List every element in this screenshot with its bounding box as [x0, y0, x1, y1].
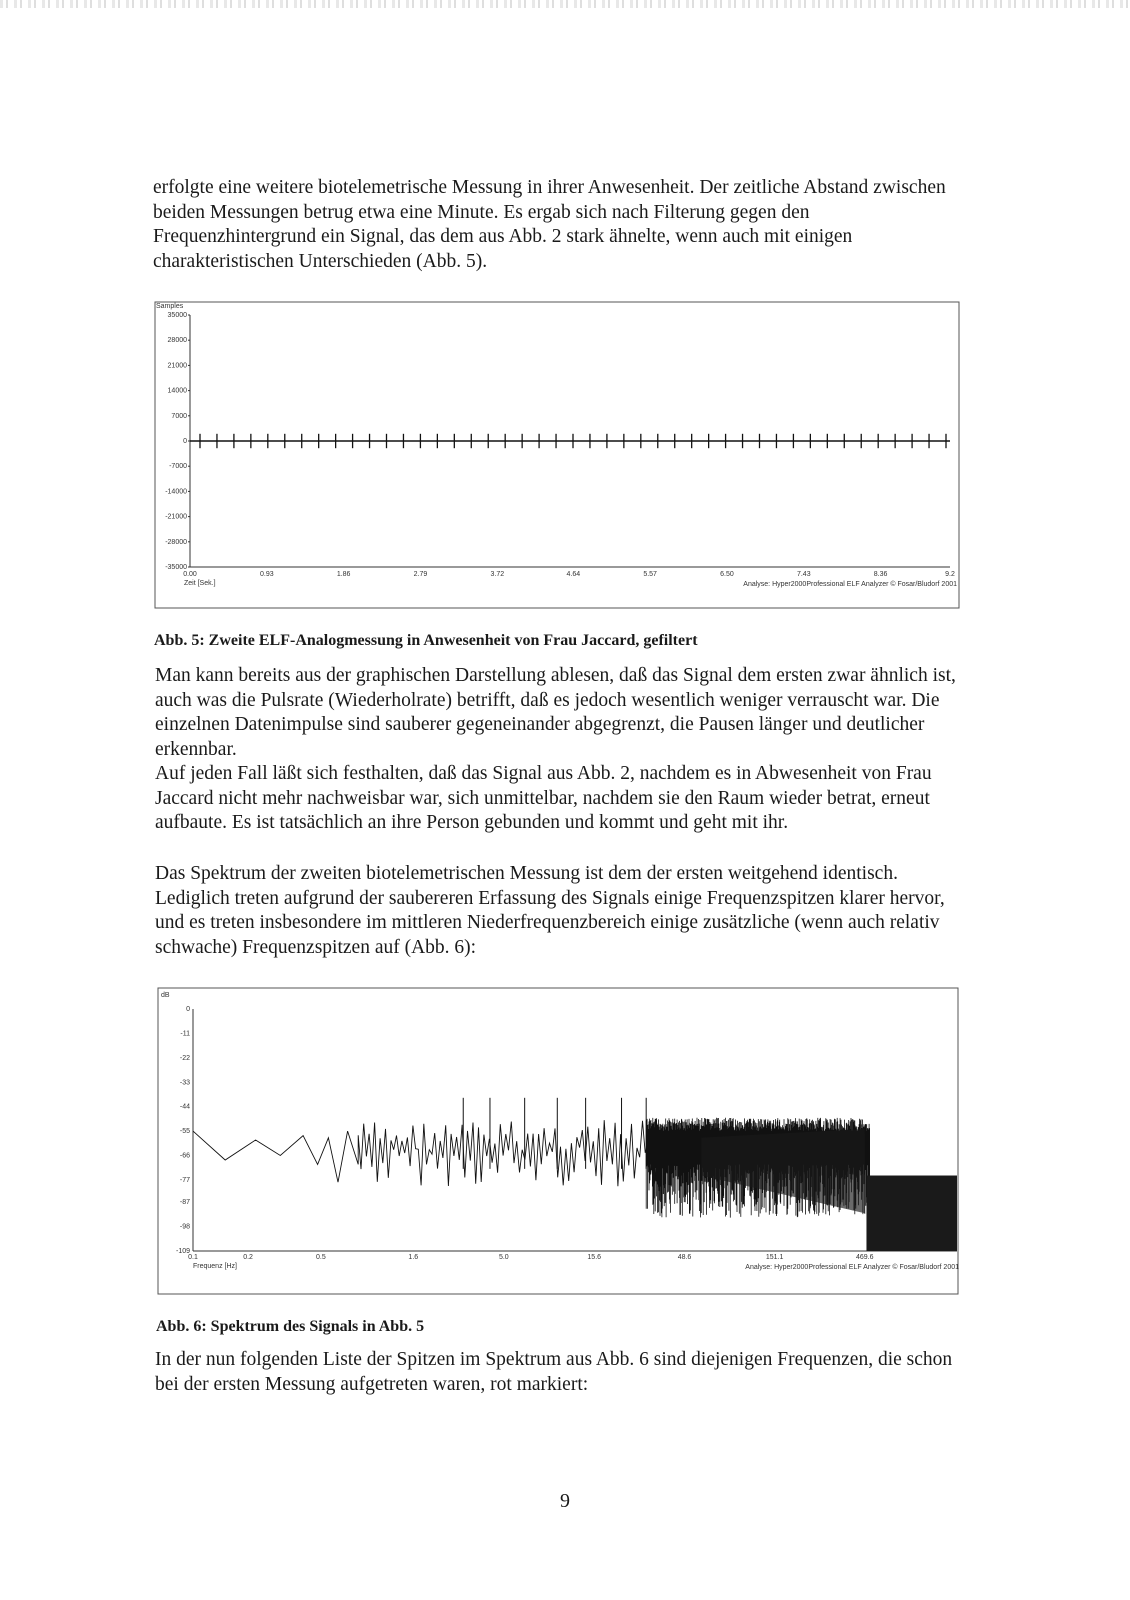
y-axis-label: dB	[161, 992, 170, 999]
x-tick-label: 469.6	[855, 1254, 874, 1261]
paragraph-list-intro: In der nun folgenden Liste der Spitzen im Spektrum aus Abb. 6 sind diejenigen Frequenzen, die schon bei der ersten Messung aufgetreten waren, rot markiert:	[155, 1349, 953, 1395]
x-axis-label: Zeit [Sek.]	[184, 580, 216, 587]
x-axis-label: Frequenz [Hz]	[193, 1263, 237, 1270]
chart-frame	[155, 302, 959, 608]
x-tick-label: 48.6	[677, 1254, 692, 1261]
spectrum-trace	[193, 1120, 656, 1186]
x-tick-label: 7.43	[796, 571, 811, 578]
chart-credit: Analyse: Hyper2000Professional ELF Analyzer © Fosar/Bludorf 2001	[743, 581, 957, 588]
y-tick-label: -14000	[165, 488, 187, 496]
y-tick-label: 28000	[167, 337, 187, 345]
y-tick-label: -87	[179, 1199, 190, 1207]
y-tick-label: -21000	[165, 513, 187, 521]
x-tick-label: 0.93	[260, 571, 274, 578]
y-tick-label: -28000	[165, 538, 187, 546]
scan-noise	[0, 0, 1130, 8]
y-tick-label: -33	[179, 1079, 190, 1087]
y-tick-label: 0	[186, 1006, 190, 1013]
x-tick-label: 0.5	[316, 1254, 326, 1261]
x-tick-label: 6.50	[720, 571, 734, 578]
paragraph-spectrum: Das Spektrum der zweiten biotelemetrischen Messung ist dem der ersten weitgehend identisch. Lediglich treten aufgrund der saubereren Erfassung des Signals einige Frequenzspitzen klarer hervor, und es treten insbesondere im mittleren Niederfrequenzbereich einige zusätzliche (wenn auch relativ schwache) Frequenzspitzen auf (Abb. 6):	[155, 863, 945, 958]
y-tick-label: -7000	[169, 463, 187, 471]
caption-figure-5: Abb. 5: Zweite ELF-Analogmessung in Anwesenheit von Frau Jaccard, gefiltert	[154, 632, 698, 649]
y-tick-label: 0	[183, 438, 187, 445]
x-tick-label: 1.6	[408, 1254, 419, 1261]
x-tick-label: 0.00	[183, 571, 197, 578]
y-tick-label: -44	[179, 1103, 190, 1111]
y-tick-label: -77	[179, 1176, 190, 1184]
chart-credit: Analyse: Hyper2000Professional ELF Analyzer © Fosar/Bludorf 2001	[745, 1264, 959, 1271]
figure-6	[157, 987, 981, 1305]
y-tick-label: -55	[179, 1128, 190, 1136]
analog-signal-chart	[154, 301, 960, 619]
x-tick-label: 3.72	[490, 571, 505, 578]
y-tick-label: -98	[179, 1223, 190, 1231]
y-tick-label: 21000	[167, 362, 187, 370]
x-tick-label: 15.6	[587, 1254, 602, 1261]
y-tick-label: 35000	[167, 312, 187, 319]
x-tick-label: 0.2	[243, 1254, 253, 1261]
y-tick-label: 14000	[167, 387, 187, 395]
x-tick-label: 4.64	[566, 571, 581, 578]
y-tick-label: -66	[179, 1152, 190, 1160]
spectrum-tail	[866, 1176, 957, 1251]
y-axis-label: Samples	[156, 303, 184, 310]
x-tick-label: 151.1	[765, 1254, 784, 1261]
y-tick-label: -22	[179, 1054, 190, 1062]
y-tick-label: 7000	[171, 412, 187, 420]
caption-figure-6: Abb. 6: Spektrum des Signals in Abb. 5	[156, 1318, 425, 1335]
y-tick-label: -11	[180, 1030, 190, 1038]
paragraph-conclusion: Auf jeden Fall läßt sich festhalten, daß das Signal aus Abb. 2, nachdem es in Abwesenheit von Frau Jaccard nicht mehr nachweisbar war, sich unmittelbar, nachdem sie den Raum wieder betrat, erneut aufbaute. Es ist tatsächlich an ihre Person gebunden und kommt und geht mit ihr.	[155, 763, 932, 833]
y-tick-label: -109	[175, 1248, 190, 1255]
paragraph-intro: erfolgte eine weitere biotelemetrische Messung in ihrer Anwesenheit. Der zeitliche Abstand zwischen beiden Messungen betrug etwa eine Minute. Es ergab sich nach Filterung gegen den Frequenzhintergrund ein Signal, das dem aus Abb. 2 stark ähnelte, wenn auch mit einigen charakteristischen Unterschieden (Abb. 5).	[153, 177, 946, 272]
x-tick-label: 5.0	[498, 1254, 509, 1261]
y-tick-label: -35000	[165, 564, 187, 571]
x-tick-label: 1.86	[336, 571, 351, 578]
x-tick-label: 0.1	[188, 1254, 198, 1261]
x-tick-label: 5.57	[643, 571, 657, 578]
spectrum-chart	[157, 987, 981, 1305]
figure-5	[154, 301, 960, 619]
x-tick-label: 9.2	[945, 571, 955, 578]
x-tick-label: 2.79	[413, 571, 428, 578]
paragraph-analysis: Man kann bereits aus der graphischen Darstellung ablesen, daß das Signal dem ersten zwar ähnlich ist, auch was die Pulsrate (Wiederholrate) betrifft, daß es jedoch wesentlich weniger verrauscht war. Die einzelnen Datenimpulse sind sauberer gegeneinander abgegrenzt, die Pausen länger und deutlicher erkennbar.	[155, 665, 956, 760]
x-tick-label: 8.36	[873, 571, 888, 578]
page-number: 9	[560, 1490, 570, 1512]
